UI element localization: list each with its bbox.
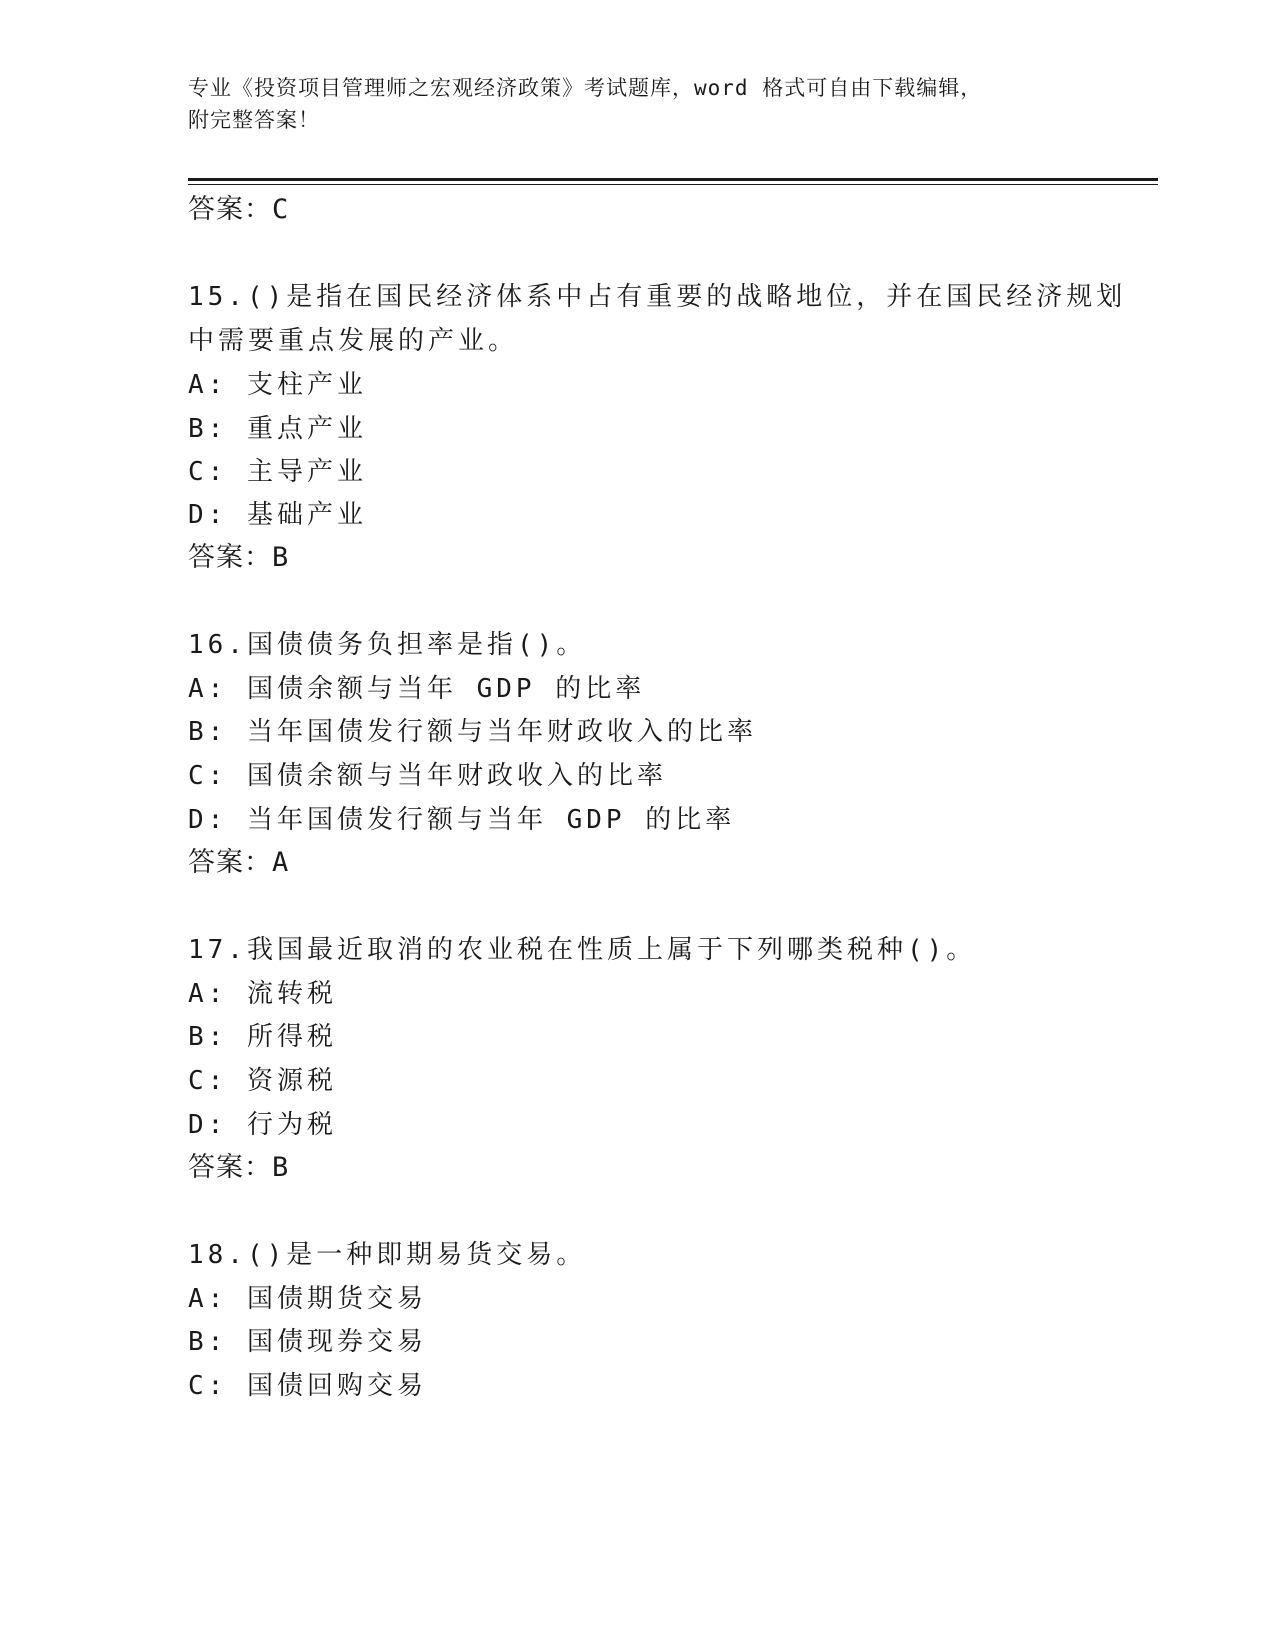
header-divider-thin [188, 184, 1158, 185]
question-17-option-a [188, 979, 337, 1009]
option-label: C: [188, 761, 228, 791]
option-text: 国债余额与当年 GDP 的比率 [246, 674, 646, 704]
question-15-answer [188, 543, 288, 573]
option-label: C: [188, 457, 228, 487]
option-text: 行为税 [246, 1110, 337, 1140]
answer-label: 答案： [188, 847, 272, 878]
option-label: D: [188, 1110, 228, 1140]
header-divider-thick [188, 178, 1158, 181]
question-16-option-c [188, 761, 667, 791]
question-15-stem-line-1: 15.()是指在国民经济体系中占有重要的战略地位，并在国民经济规划 [188, 282, 1127, 312]
answer-value: B [272, 1152, 289, 1183]
answer-value: A [272, 847, 289, 878]
header-line-2: 附完整答案！ [188, 108, 320, 132]
question-17-stem-line-1: 17.我国最近取消的农业税在性质上属于下列哪类税种()。 [188, 935, 977, 965]
option-label: A: [188, 370, 228, 400]
question-16-option-b [188, 717, 757, 747]
option-label: B: [188, 414, 228, 444]
option-text: 国债回购交易 [246, 1371, 427, 1401]
answer-value: B [272, 542, 289, 573]
option-label: A: [188, 979, 228, 1009]
option-text: 国债余额与当年财政收入的比率 [246, 761, 667, 791]
question-16-answer [188, 848, 288, 878]
question-17-option-b [188, 1022, 337, 1052]
option-text: 所得税 [246, 1022, 337, 1052]
option-label: C: [188, 1066, 228, 1096]
option-text: 资源税 [246, 1066, 337, 1096]
option-label: D: [188, 805, 228, 835]
question-16-stem-line-1: 16.国债债务负担率是指()。 [188, 630, 587, 660]
option-label: D: [188, 500, 228, 530]
option-label: B: [188, 1022, 228, 1052]
answer-label: 答案： [188, 194, 272, 225]
answer-prev [188, 195, 288, 225]
document-header [188, 72, 1068, 136]
question-15-option-a [188, 370, 367, 400]
option-text: 国债期货交易 [246, 1284, 427, 1314]
answer-label: 答案： [188, 542, 272, 573]
question-15-stem-line-2: 中需要重点发展的产业。 [188, 326, 519, 356]
question-16-option-d [188, 805, 735, 835]
option-label: A: [188, 674, 228, 704]
question-15-option-b [188, 414, 367, 444]
question-17-option-c [188, 1066, 337, 1096]
question-17-option-d [188, 1110, 337, 1140]
question-18-option-b [188, 1327, 427, 1357]
option-text: 当年国债发行额与当年 GDP 的比率 [246, 805, 736, 835]
question-16-option-a [188, 674, 645, 704]
option-label: B: [188, 717, 228, 747]
question-15-option-c [188, 457, 367, 487]
header-line-1: 专业《投资项目管理师之宏观经济政策》考试题库，word 格式可自由下载编辑， [188, 76, 983, 100]
option-text: 重点产业 [246, 414, 367, 444]
option-text: 国债现券交易 [246, 1327, 427, 1357]
question-18-option-c [188, 1371, 427, 1401]
answer-label: 答案： [188, 1152, 272, 1183]
question-15-option-d [188, 500, 367, 530]
option-label: A: [188, 1284, 228, 1314]
option-label: C: [188, 1371, 228, 1401]
question-17-answer [188, 1153, 288, 1183]
option-text: 主导产业 [246, 457, 367, 487]
answer-value: C [272, 194, 289, 225]
question-18-option-a [188, 1284, 427, 1314]
option-label: B: [188, 1327, 228, 1357]
option-text: 当年国债发行额与当年财政收入的比率 [246, 717, 757, 747]
option-text: 基础产业 [246, 500, 367, 530]
question-18-stem-line-1: 18.()是一种即期易货交易。 [188, 1240, 587, 1270]
option-text: 支柱产业 [246, 370, 367, 400]
option-text: 流转税 [246, 979, 337, 1009]
